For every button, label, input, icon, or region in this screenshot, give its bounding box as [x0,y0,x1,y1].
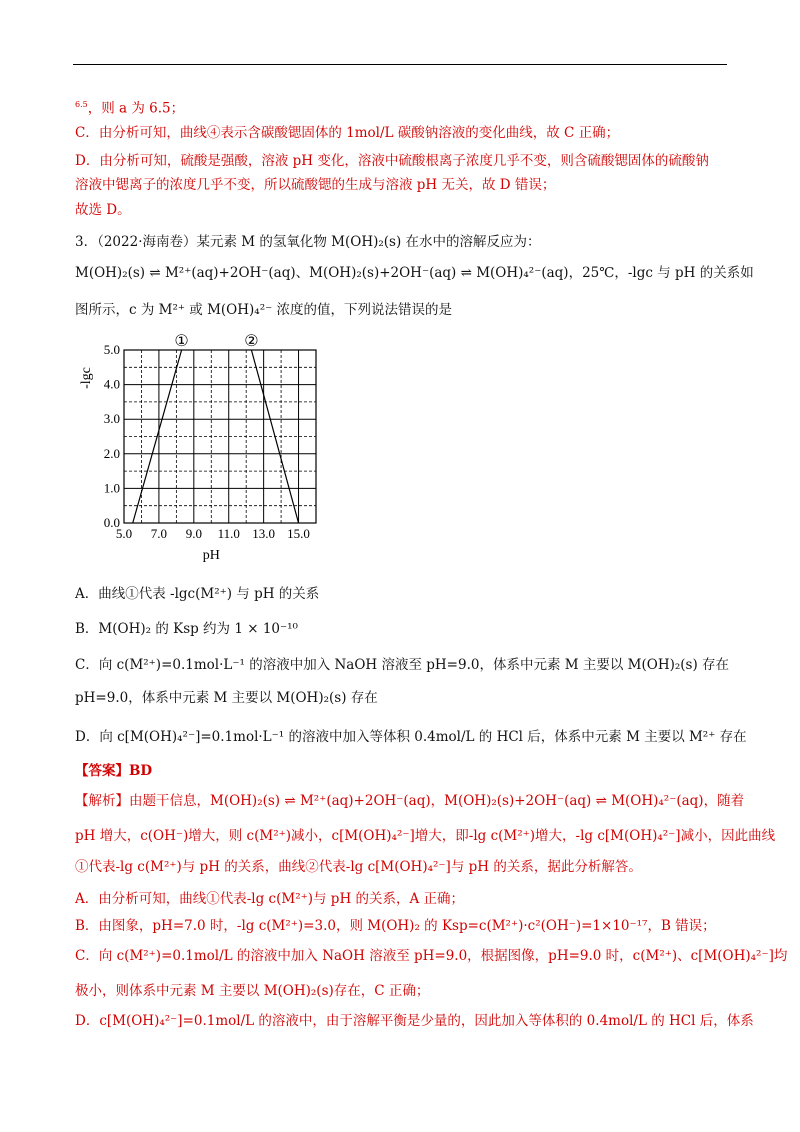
question-stem-1: 3．（2022·海南卷）某元素 M 的氢氧化物 M(OH)₂(s) 在水中的溶解反应为： [75,234,541,250]
x-tick-label: 15.0 [287,526,310,541]
x-tick-label: 5.0 [115,526,133,541]
analysis-line-c1: C．向 c(M²⁺)=0.1mol/L 的溶液中加入 NaOH 溶液至 pH=9.0，根据图像，pH=9.0 时，c(M²⁺)、c[M(OH)₄²⁻]均 [75,948,788,964]
header-note: 6.5 [75,100,88,109]
y-tick-label: 3.0 [103,411,120,427]
option-c-1: C．向 c(M²⁺)=0.1mol·L⁻¹ 的溶液中加入 NaOH 溶液至 pH=9.0，体系中元素 M 主要以 M(OH)₂(s) 存在 [75,657,730,673]
y-tick-label: 2.0 [103,445,120,461]
y-tick-label: 0.0 [103,515,120,530]
option-d: D．向 c[M(OH)₄²⁻]=0.1mol·L⁻¹ 的溶液中加入等体积 0.4mol/L 的 HCl 后，体系中元素 M 主要以 M²⁺ 存在 [75,729,747,745]
analysis-line-d: D．c[M(OH)₄²⁻]=0.1mol/L 的溶液中，由于溶解平衡是少量的，因此加入等体积的 0.4mol/L 的 HCl 后，体系 [75,1013,754,1029]
analysis-line-2: pH 增大，c(OH⁻)增大，则 c(M²⁺)减小，c[M(OH)₄²⁻]增大，即-lg c(M²⁺)增大，-lg c[M(OH)₄²⁻]减小，因此曲线 [75,828,776,844]
option-c-2: pH=9.0，体系中元素 M 主要以 M(OH)₂(s) 存在 [75,690,378,706]
x-tick-label: 9.0 [185,526,202,541]
analysis-line-c2: 极小，则体系中元素 M 主要以 M(OH)₂(s)存在，C 正确； [75,983,430,999]
x-tick-label: 11.0 [217,526,240,541]
y-tick-label: 4.0 [103,376,120,392]
x-tick-label: 13.0 [252,526,276,541]
header-rule [73,64,727,65]
question-stem-2: M(OH)₂(s) ⇌ M²⁺(aq)+2OH⁻(aq)、M(OH)₂(s)+2OH⁻(aq) ⇌ M(OH)₄²⁻(aq)，25℃，-lgc 与 pH 的关系如 [75,265,754,281]
analysis-line-3: ①代表-lg c(M²⁺)与 pH 的关系，曲线②代表-lg c[M(OH)₄²⁻]与 pH 的关系，据此分析解答。 [75,859,642,875]
y-tick-label: 1.0 [103,480,120,496]
x-axis-label: pH [202,548,220,563]
question-stem-3: 图所示，c 为 M²⁺ 或 M(OH)₄²⁻ 浓度的值，下列说法错误的是 [75,302,453,318]
ph-lgc-chart [72,330,332,570]
option-b: B．M(OH)₂ 的 Ksp 约为 1 × 10⁻¹⁰ [75,621,298,637]
x-tick-label: 7.0 [150,526,168,541]
y-axis-label: -lgc [79,367,94,389]
series-label-2: ② [244,333,259,350]
y-tick-label: 5.0 [103,342,120,357]
option-a: A．曲线①代表 -lgc(M²⁺) 与 pH 的关系 [75,586,320,602]
continued-line-c: C．由分析可知，曲线④表示含碳酸锶固体的 1mol/L 碳酸钠溶液的变化曲线，故 C 正确； [75,125,620,141]
series-label-1: ① [174,333,189,350]
continued-line-d2: 溶液中锶离子的浓度几乎不变，所以硫酸锶的生成与溶液 pH 无关，故 D 错误； [75,177,556,193]
analysis-line-b: B．由图象，pH=7.0 时，-lg c(M²⁺)=3.0，则 M(OH)₂ 的 Ksp=c(M²⁺)·c²(OH⁻)=1×10⁻¹⁷，B 错误； [75,918,716,934]
analysis-line-1: 【解析】由题干信息，M(OH)₂(s) ⇌ M²⁺(aq)+2OH⁻(aq)，M(OH)₂(s)+2OH⁻(aq) ⇌ M(OH)₄²⁻(aq)，随着 [75,793,745,809]
continued-line-conclusion: 故选 D。 [75,202,131,218]
analysis-line-a: A．由分析可知，曲线①代表-lg c(M²⁺)与 pH 的关系，A 正确； [75,891,465,907]
continued-line-a: $^{6.5}$，则 a 为 6.5； [75,100,185,117]
answer-label: 【答案】BD [75,763,153,779]
continued-line-d1: D．由分析可知，硫酸是强酸，溶液 pH 变化，溶液中硫酸根离子浓度几乎不变，则含硫酸锶固体的硫酸钠 [75,153,709,169]
